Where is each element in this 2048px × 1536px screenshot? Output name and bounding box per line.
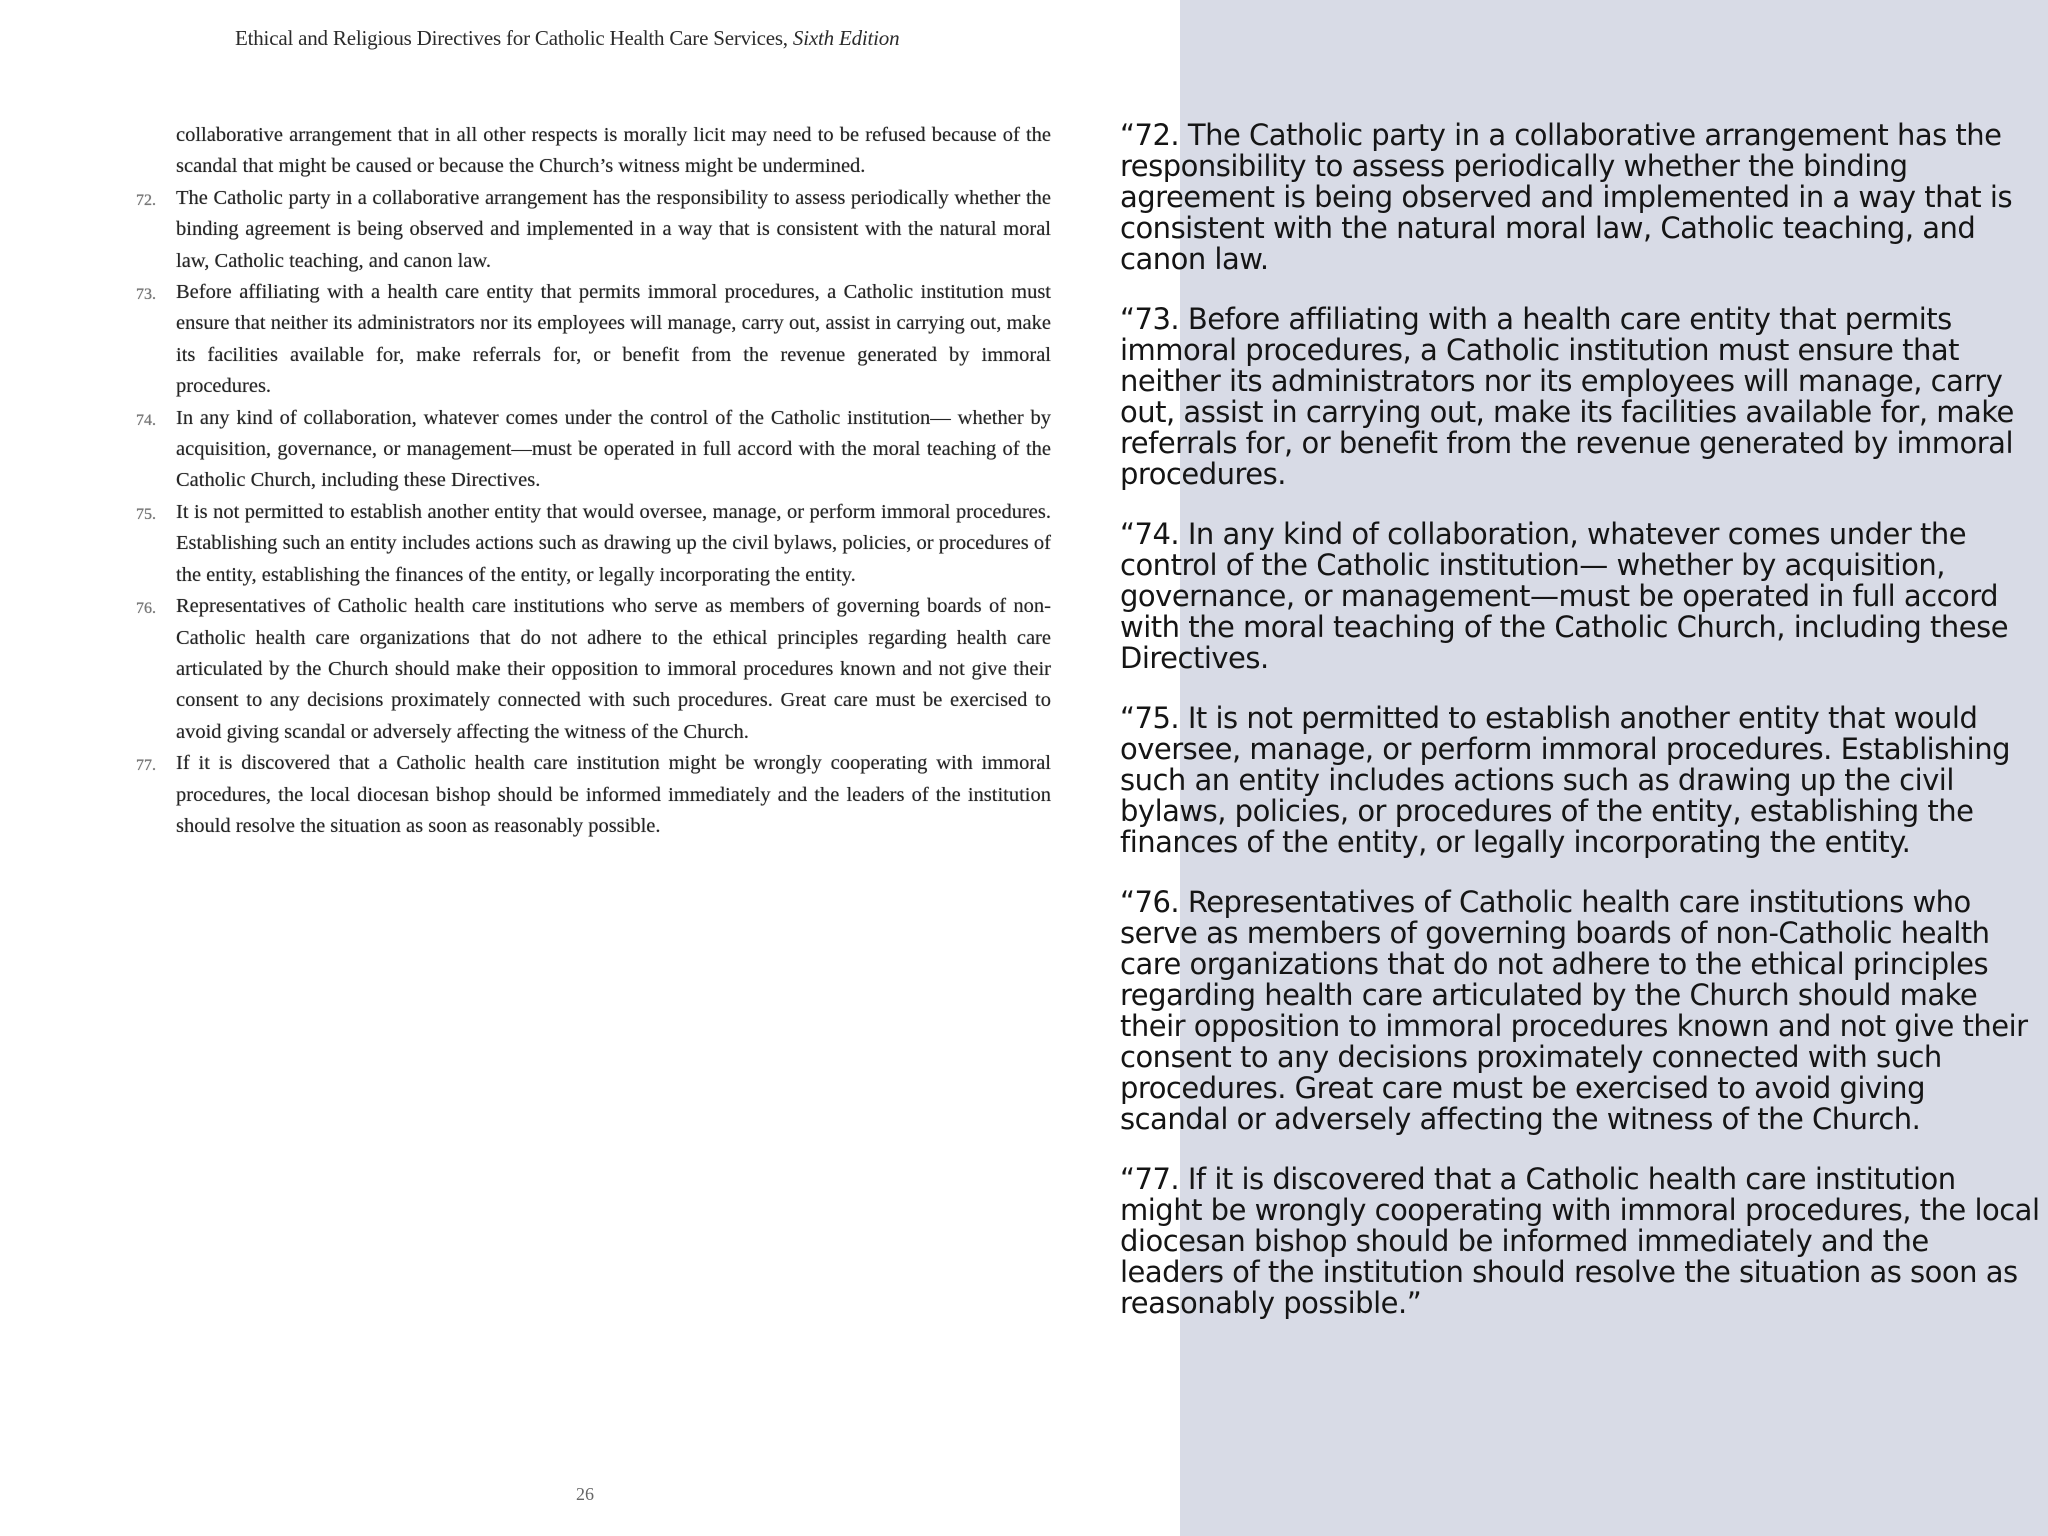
quote-74: “74. In any kind of collaboration, whatever comes under the control of the Catholic institution— whether by acquisition, governance, or management—must be operated in full accord with the moral teaching of the Catholic Church, including these Directives. xyxy=(1120,517,2009,675)
page-number: 26 xyxy=(576,1484,594,1504)
document-body xyxy=(136,120,1051,842)
quote-72: “72. The Catholic party in a collaborative arrangement has the responsibility to assess periodically whether the binding agreement is being observed and implemented in a way that is consistent with the natural moral law, Catholic teaching, and canon law. xyxy=(1120,118,2013,276)
directive-text: It is not permitted to establish another entity that would oversee, manage, or perform immoral procedures. Establishing such an entity includes actions such as drawing up the civil bylaws, policies, or procedures of the entity, establishing the finances of the entity, or legally incorporating the entity. xyxy=(176,500,1051,586)
quote-73: “73. Before affiliating with a health care entity that permits immoral procedures, a Catholic institution must ensure that neither its administrators nor its employees will manage, carry out, assist in carrying out, make its facilities available for, make referrals for, or benefit from the revenue generated by immoral procedures. xyxy=(1120,302,2014,491)
directive-number: 76. xyxy=(136,600,156,618)
document-header-title: Ethical and Religious Directives for Catholic Health Care Services, xyxy=(235,26,793,50)
directive-text: If it is discovered that a Catholic health care institution might be wrongly cooperating with immoral procedures, the local diocesan bishop should be informed immediately and the leaders of the institution should resolve the situation as soon as reasonably possible. xyxy=(176,752,1051,837)
directive-number: 72. xyxy=(136,191,156,209)
continuation-paragraph xyxy=(136,120,1051,183)
quote-77: “77. If it is discovered that a Catholic health care institution might be wrongly cooperating with immoral procedures, the local diocesan bishop should be informed immediately and the leaders of the institution should resolve the situation as soon as reasonably possible.” xyxy=(1120,1162,2040,1320)
directive-text: Before affiliating with a health care entity that permits immoral procedures, a Catholic institution must ensure that neither its administrators nor its employees will manage, carry out, assist in carrying out, make its facilities available for, make referrals for, or benefit from the revenue generated by immoral procedures. xyxy=(176,281,1051,398)
directive-number: 77. xyxy=(136,757,156,775)
directive-77 xyxy=(136,748,1051,842)
continuation-text: collaborative arrangement that in all other respects is morally licit may need to be refused because of the scandal that might be caused or because the Church’s witness might be undermined. xyxy=(176,124,1051,178)
directive-text: Representatives of Catholic health care institutions who serve as members of governing boards of non-Catholic health care organizations that do not adhere to the ethical principles regarding health care articulated by the Church should make their opposition to immoral procedures known and not give their consent to any decisions proximately connected with such procedures. Great care must be exercised to avoid giving scandal or adversely affecting the witness of the Church. xyxy=(176,595,1051,743)
document-header xyxy=(235,26,995,51)
directive-text: In any kind of collaboration, whatever comes under the control of the Catholic institution— whether by acquisition, governance, or management—must be operated in full accord with the moral teaching of the Catholic Church, including these Directives. xyxy=(176,406,1051,492)
directive-75 xyxy=(136,497,1051,591)
directive-number: 73. xyxy=(136,286,156,304)
directive-number: 75. xyxy=(136,505,156,523)
directive-73 xyxy=(136,277,1051,403)
directive-number: 74. xyxy=(136,411,156,429)
directive-72 xyxy=(136,183,1051,277)
directive-76 xyxy=(136,591,1051,748)
directive-text: The Catholic party in a collaborative arrangement has the responsibility to assess periodically whether the binding agreement is being observed and implemented in a way that is consistent with the natural moral law, Catholic teaching, and canon law. xyxy=(176,186,1051,272)
quoted-directives xyxy=(1120,120,2040,1348)
quote-75: “75. It is not permitted to establish another entity that would oversee, manage, or perform immoral procedures. Establishing such an entity includes actions such as drawing up the civil bylaws, policies, or procedures of the entity, establishing the finances of the entity, or legally incorporating the entity. xyxy=(1120,701,2011,859)
document-header-edition: Sixth Edition xyxy=(792,26,900,50)
directive-74 xyxy=(136,403,1051,497)
quote-76: “76. Representatives of Catholic health care institutions who serve as members of governing boards of non-Catholic health care organizations that do not adhere to the ethical principles regarding health care articulated by the Church should make their opposition to immoral procedures known and not give their consent to any decisions proximately connected with such procedures. Great care must be exercised to avoid giving scandal or adversely affecting the witness of the Church. xyxy=(1120,885,2028,1136)
